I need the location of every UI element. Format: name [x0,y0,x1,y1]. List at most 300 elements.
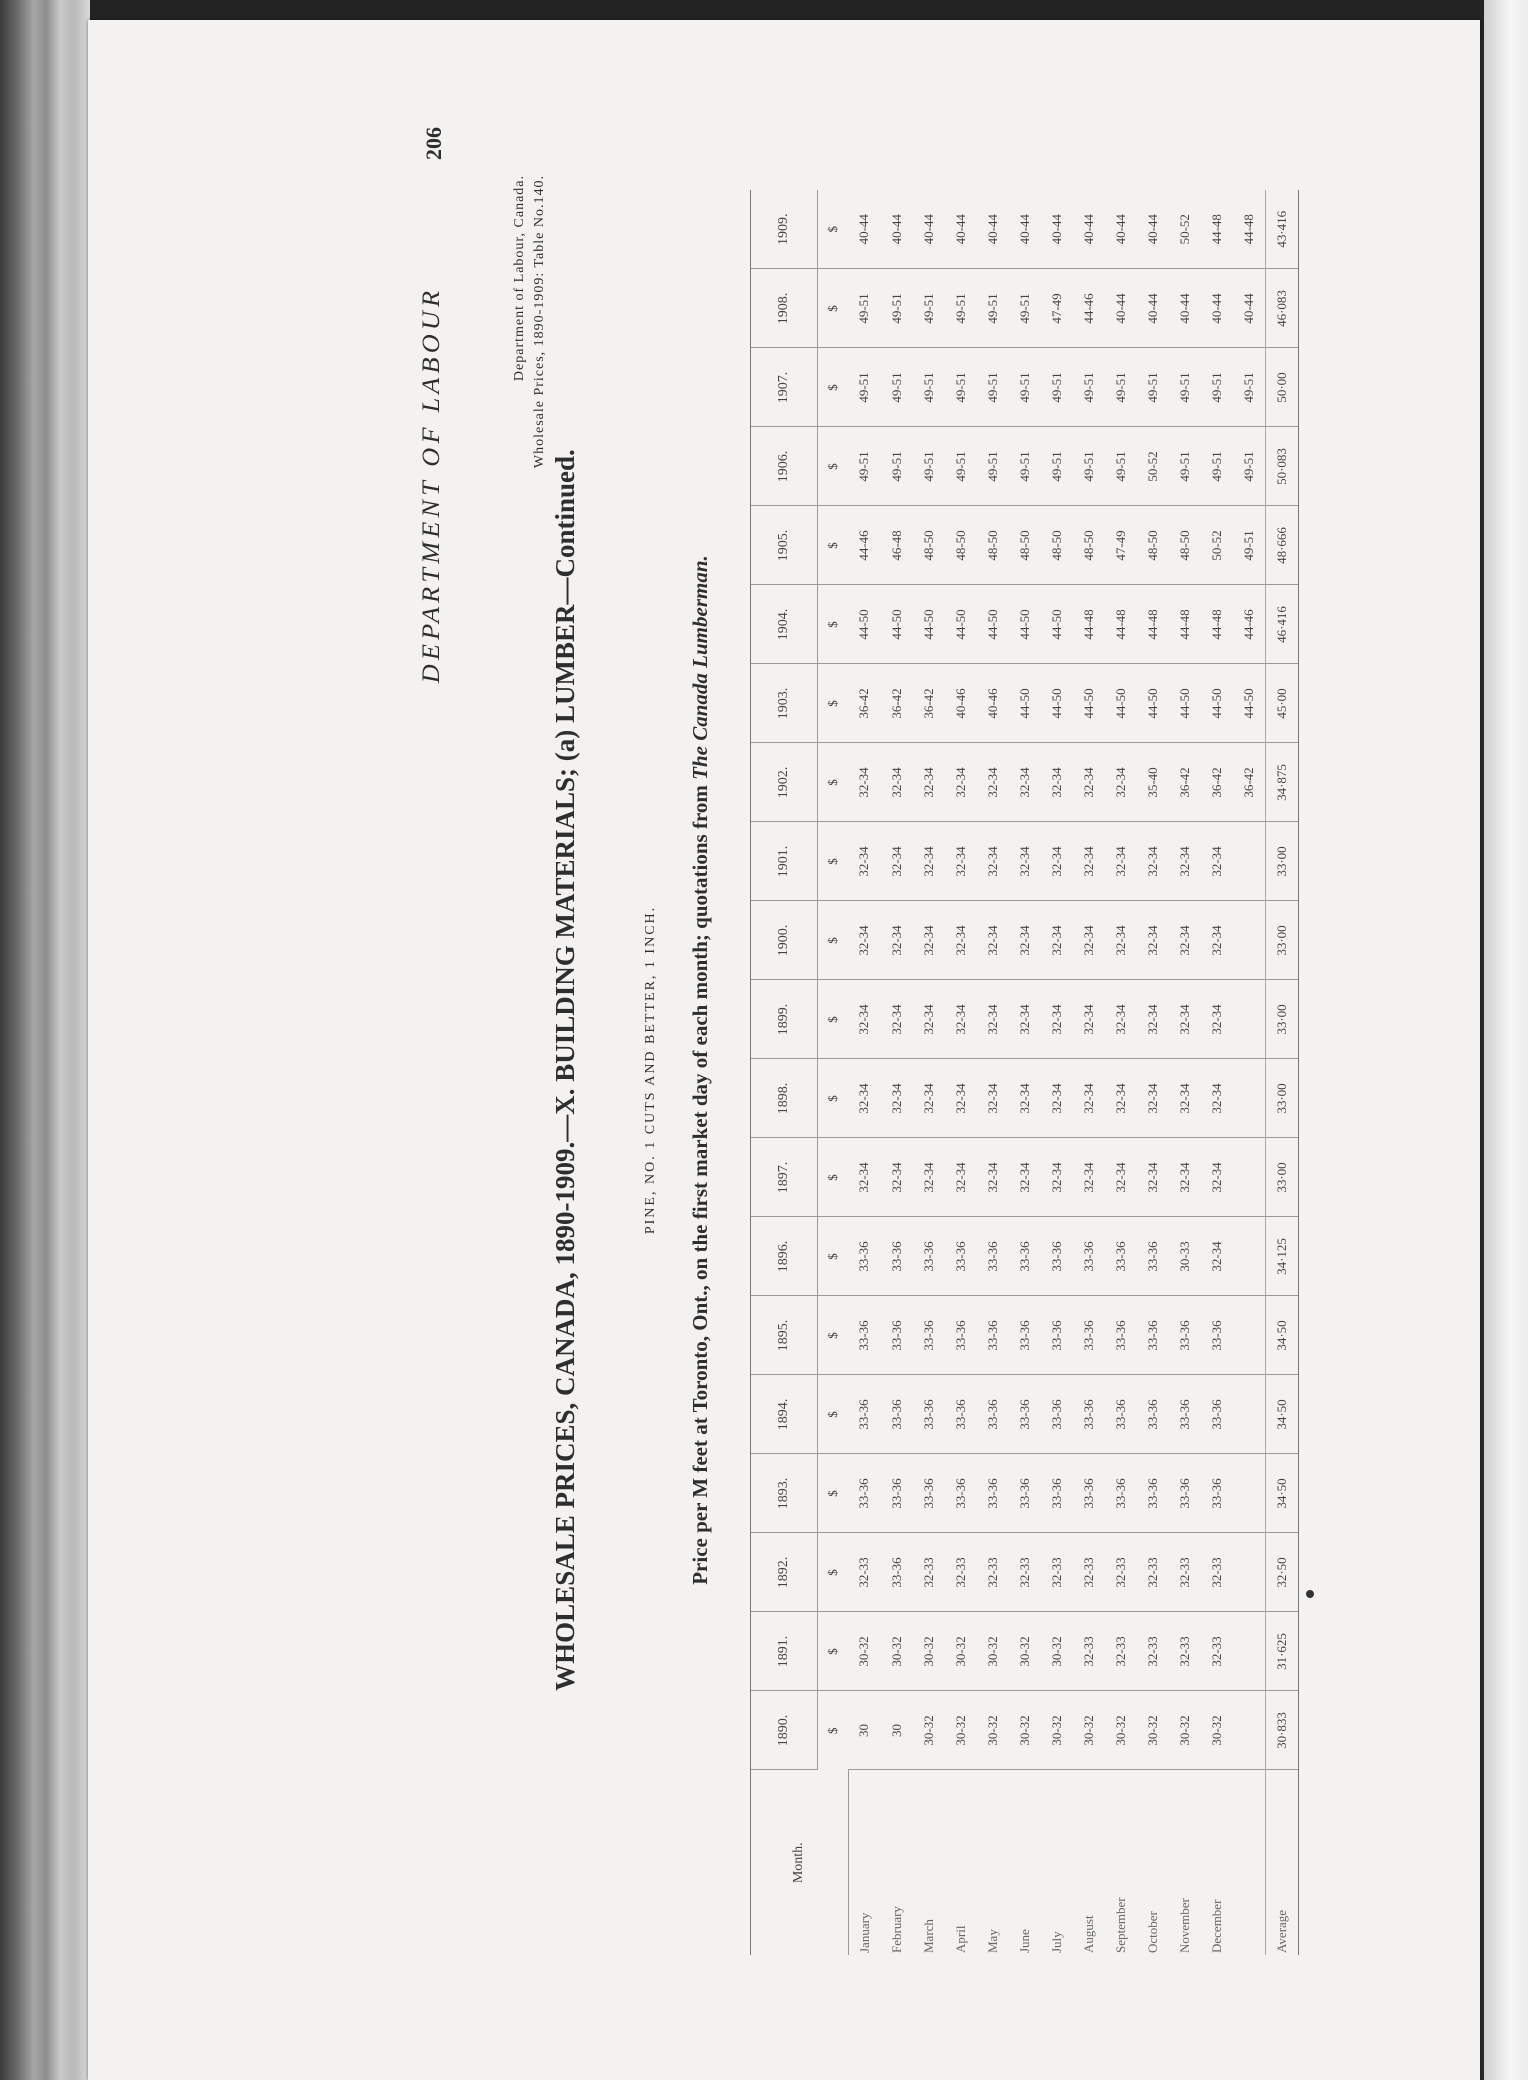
price-cell: 33-36 [977,1217,1009,1296]
year-header: 1900. [751,901,818,980]
book-page-edges [0,0,90,2080]
price-cell: 33·00 [1265,1059,1298,1138]
year-header: 1908. [751,269,818,348]
price-cell: 32-34 [848,822,881,901]
price-cell: 49-51 [1009,427,1041,506]
price-cell: 32-33 [1137,1533,1169,1612]
price-cell: 40-44 [945,190,977,269]
price-cell: 33-36 [881,1375,913,1454]
month-label: May [984,1929,1000,1953]
currency-symbol: $ [818,269,849,348]
price-cell: 33-36 [1137,1217,1169,1296]
price-cell: 32-33 [977,1533,1009,1612]
price-cell: 34·875 [1265,743,1298,822]
price-cell: 40-44 [1233,269,1266,348]
price-cell: 32-34 [977,1138,1009,1217]
year-header: 1897. [751,1138,818,1217]
month-label: December [1208,1899,1224,1953]
price-cell: 32-34 [1009,901,1041,980]
price-cell: 50-52 [1169,190,1201,269]
price-cell: 44-50 [977,585,1009,664]
price-cell: 34·125 [1265,1217,1298,1296]
currency-symbol: $ [818,585,849,664]
price-cell: 32-34 [1073,822,1105,901]
month-label: April [952,1925,968,1953]
price-cell: 32-34 [1105,980,1137,1059]
price-cell: 49-51 [1233,506,1266,585]
price-cell: 32-34 [1169,1138,1201,1217]
price-cell [1233,822,1266,901]
price-cell: 44-50 [1009,664,1041,743]
price-cell: 32-33 [1201,1533,1233,1612]
year-header: 1891. [751,1612,818,1691]
price-cell: 33-36 [913,1454,945,1533]
price-cell: 50-52 [1137,427,1169,506]
year-header: 1893. [751,1454,818,1533]
price-cell [1233,1533,1266,1612]
price-cell: 32-33 [1009,1533,1041,1612]
price-cell: 49-51 [977,427,1009,506]
price-cell: 30-32 [913,1691,945,1770]
price-cell: 33-36 [1041,1217,1073,1296]
price-cell: 48-50 [1137,506,1169,585]
price-cell: 40-44 [1041,190,1073,269]
price-cell: 32-34 [1201,1217,1233,1296]
price-cell: 33-36 [977,1375,1009,1454]
price-cell: 46-48 [881,506,913,585]
currency-symbol: $ [818,822,849,901]
price-cell: 33-36 [913,1296,945,1375]
year-header: 1892. [751,1533,818,1612]
price-cell: 32-34 [1105,1138,1137,1217]
year-header: 1907. [751,348,818,427]
price-cell: 32-34 [881,901,913,980]
price-cell: 32-34 [1009,1059,1041,1138]
table-row [945,190,977,1955]
price-cell: 32-33 [1073,1533,1105,1612]
year-header: 1890. [751,1691,818,1770]
price-cell: 32-34 [1041,980,1073,1059]
price-cell: 40-46 [977,664,1009,743]
price-cell: 33-36 [881,1533,913,1612]
price-cell: 49-51 [881,348,913,427]
price-cell: 36-42 [913,664,945,743]
month-label: October [1144,1911,1160,1953]
price-cell: 32-34 [1137,1138,1169,1217]
price-cell: 30 [881,1691,913,1770]
price-cell: 30-32 [977,1612,1009,1691]
price-cell: 33-36 [1073,1454,1105,1533]
price-cell: 46·083 [1265,269,1298,348]
price-cell: 33·00 [1265,980,1298,1059]
price-cell: 32-34 [881,1138,913,1217]
price-cell: 32-34 [1041,1138,1073,1217]
price-cell: 32-34 [977,822,1009,901]
price-cell: 49-51 [848,427,881,506]
price-cell: 44-46 [1073,269,1105,348]
price-cell: 33-36 [1073,1296,1105,1375]
description-source: The Canada Lumberman. [688,555,712,780]
price-cell: 30·833 [1265,1691,1298,1770]
price-cell: 44-50 [1105,664,1137,743]
price-cell: 32-34 [1137,980,1169,1059]
price-cell [1233,980,1266,1059]
price-cell: 33-36 [848,1375,881,1454]
price-cell: 33-36 [977,1296,1009,1375]
table-row [1233,190,1266,1955]
price-cell: 30-32 [1201,1691,1233,1770]
price-cell: 36-42 [1233,743,1266,822]
price-cell: 32-34 [945,822,977,901]
month-label: November [1176,1898,1192,1953]
price-cell: 44-46 [848,506,881,585]
price-cell: 49-51 [848,348,881,427]
price-cell: 49-51 [1137,348,1169,427]
price-cell: 33-36 [1105,1454,1137,1533]
price-cell: 32-33 [1105,1533,1137,1612]
price-cell: 40-44 [1105,190,1137,269]
price-cell: 50·00 [1265,348,1298,427]
price-cell: 49-51 [1009,269,1041,348]
price-cell: 34·50 [1265,1296,1298,1375]
price-cell: 44-48 [1201,190,1233,269]
price-cell: 30-32 [848,1612,881,1691]
department-reference [510,175,550,775]
price-cell: 32-34 [1105,901,1137,980]
price-cell: 33-36 [848,1296,881,1375]
price-cell: 44-50 [1041,585,1073,664]
price-cell: 49-51 [1169,348,1201,427]
price-cell: 45·00 [1265,664,1298,743]
price-cell: 49-51 [1009,348,1041,427]
price-cell: 44-50 [848,585,881,664]
price-cell: 32-34 [1073,1138,1105,1217]
price-cell: 43·416 [1265,190,1298,269]
currency-symbol: $ [818,1217,849,1296]
price-cell: 32-34 [848,1138,881,1217]
price-cell: 32-34 [881,1059,913,1138]
year-header: 1903. [751,664,818,743]
rotated-content [418,127,1528,1975]
price-cell: 32-34 [945,743,977,822]
currency-symbol: $ [818,1138,849,1217]
price-cell: 48·666 [1265,506,1298,585]
currency-symbol: $ [818,901,849,980]
price-cell: 32-34 [1009,743,1041,822]
year-header: 1894. [751,1375,818,1454]
price-cell: 33-36 [1105,1296,1137,1375]
month-label: February [888,1906,904,1953]
price-cell: 30-32 [1009,1612,1041,1691]
price-cell [1233,901,1266,980]
price-cell: 44-50 [945,585,977,664]
price-cell: 33-36 [1169,1454,1201,1533]
year-header: 1898. [751,1059,818,1138]
price-cell: 49-51 [848,269,881,348]
price-cell: 32-34 [1169,822,1201,901]
currency-symbol: $ [818,190,849,269]
price-cell: 49-51 [1073,427,1105,506]
currency-symbol: $ [818,348,849,427]
price-cell: 32-34 [913,901,945,980]
price-cell: 33-36 [945,1375,977,1454]
price-cell: 49-51 [1233,348,1266,427]
table-title: WHOLESALE PRICES, CANADA, 1890-1909.—X. BUILDING MATERIALS; (a) LUMBER—Continued. [550,449,580,1691]
price-cell: 44-48 [1137,585,1169,664]
table-description [688,165,713,1975]
price-cell: 50·083 [1265,427,1298,506]
price-cell: 33-36 [945,1217,977,1296]
price-cell: 33-36 [1201,1296,1233,1375]
price-cell: 40-44 [1009,190,1041,269]
price-cell: 32-34 [945,1138,977,1217]
description-text: Price per M feet at Toronto, Ont., on the first market day of each month; quotations from [688,785,712,1585]
book-page [88,20,1480,2080]
month-label: August [1080,1915,1096,1953]
price-cell: 30-32 [1041,1691,1073,1770]
price-cell: 33-36 [881,1454,913,1533]
price-cell: 33-36 [913,1375,945,1454]
price-cell: 32-33 [1073,1612,1105,1691]
price-cell: 33-36 [1137,1375,1169,1454]
price-cell: 33-36 [1041,1296,1073,1375]
table-row [913,190,945,1955]
price-cell: 33·00 [1265,1138,1298,1217]
price-cell: 30-32 [945,1691,977,1770]
price-cell: 36-42 [881,664,913,743]
price-cell: 30-32 [1137,1691,1169,1770]
price-cell: 32-33 [1137,1612,1169,1691]
price-cell: 34·50 [1265,1454,1298,1533]
price-cell: 40-44 [1105,269,1137,348]
price-cell: 49-51 [945,427,977,506]
price-cell: 33-36 [1009,1296,1041,1375]
price-cell: 32-34 [913,743,945,822]
table-row [1009,190,1041,1955]
currency-symbol: $ [818,506,849,585]
price-cell: 34·50 [1265,1375,1298,1454]
price-cell: 32-34 [1041,901,1073,980]
price-cell: 32-34 [848,980,881,1059]
price-cell: 48-50 [945,506,977,585]
price-cell: 33-36 [1137,1454,1169,1533]
price-cell: 32-34 [1041,822,1073,901]
price-cell: 49-51 [945,269,977,348]
price-cell: 40-44 [1137,269,1169,348]
year-header: 1896. [751,1217,818,1296]
price-cell [1233,1296,1266,1375]
price-cell: 32-34 [977,901,1009,980]
price-cell: 44-48 [1233,190,1266,269]
currency-row [818,190,849,1955]
stray-mark [1306,1590,1314,1598]
price-cell: 49-51 [1105,427,1137,506]
department-reference-line1: Department of Labour, Canada. [512,175,527,382]
month-column-header: Month. [751,1770,849,1955]
price-cell: 49-51 [977,269,1009,348]
currency-symbol: $ [818,1296,849,1375]
price-cell: 33-36 [1201,1375,1233,1454]
price-cell: 33-36 [1041,1454,1073,1533]
price-cell [1233,1691,1266,1770]
month-label: September [1112,1897,1128,1953]
currency-symbol: $ [818,427,849,506]
price-cell: 44-50 [881,585,913,664]
price-cell: 44-50 [1073,664,1105,743]
price-cell: 33-36 [881,1217,913,1296]
price-cell: 32-34 [1073,901,1105,980]
price-cell: 32-34 [913,1059,945,1138]
price-cell: 44-50 [913,585,945,664]
price-cell: 32-34 [1073,980,1105,1059]
price-cell: 30-32 [881,1612,913,1691]
price-cell: 36-42 [848,664,881,743]
price-cell: 44-50 [1041,664,1073,743]
price-cell: 33-36 [848,1217,881,1296]
price-cell: 33-36 [1073,1217,1105,1296]
price-cell: 44-48 [1073,585,1105,664]
table-row [977,190,1009,1955]
price-cell: 32-33 [913,1533,945,1612]
price-cell: 33·00 [1265,901,1298,980]
price-cell: 48-50 [1041,506,1073,585]
table-row [1201,190,1233,1955]
price-cell [1233,1375,1266,1454]
price-cell: 49-51 [913,348,945,427]
price-cell: 36-42 [1169,743,1201,822]
price-cell: 47-49 [1105,506,1137,585]
price-cell: 32-34 [848,743,881,822]
price-cell: 33-36 [1201,1454,1233,1533]
price-cell: 32-34 [881,980,913,1059]
price-cell: 32-33 [1169,1612,1201,1691]
price-cell: 32-34 [1009,1138,1041,1217]
price-cell: 30-32 [1169,1691,1201,1770]
price-cell: 32-34 [1009,980,1041,1059]
price-cell: 49-51 [913,427,945,506]
currency-symbol: $ [818,743,849,822]
price-cell: 49-51 [1073,348,1105,427]
price-cell: 30-32 [1009,1691,1041,1770]
currency-symbol: $ [818,1059,849,1138]
price-cell: 30-32 [1073,1691,1105,1770]
year-header: 1909. [751,190,818,269]
price-cell: 32-34 [977,1059,1009,1138]
price-cell: 48-50 [913,506,945,585]
price-cell: 33-36 [1169,1296,1201,1375]
price-cell: 49-51 [881,427,913,506]
price-cell: 32-34 [881,743,913,822]
month-label: Average [1265,1770,1298,1955]
price-cell: 30-32 [1105,1691,1137,1770]
price-cell [1233,1059,1266,1138]
price-cell: 32-34 [945,901,977,980]
year-header: 1904. [751,585,818,664]
currency-symbol: $ [818,1612,849,1691]
price-cell: 40-44 [1073,190,1105,269]
year-header: 1895. [751,1296,818,1375]
price-cell: 32·50 [1265,1533,1298,1612]
currency-symbol: $ [818,980,849,1059]
price-cell: 49-51 [913,269,945,348]
price-cell: 32-34 [1137,1059,1169,1138]
year-header: 1905. [751,506,818,585]
price-cell: 32-33 [1105,1612,1137,1691]
price-cell: 32-34 [1073,743,1105,822]
price-cell: 48-50 [1009,506,1041,585]
price-cell: 33·00 [1265,822,1298,901]
average-row [1265,190,1298,1955]
price-cell: 32-33 [848,1533,881,1612]
price-table [750,190,1299,1955]
table-row [1137,190,1169,1955]
price-cell: 33-36 [1169,1375,1201,1454]
year-header: 1899. [751,980,818,1059]
price-cell [1233,1612,1266,1691]
price-cell: 48-50 [1169,506,1201,585]
price-cell: 32-34 [977,743,1009,822]
table-row [1105,190,1137,1955]
price-cell: 49-51 [881,269,913,348]
price-cell: 33-36 [1105,1217,1137,1296]
price-cell: 33-36 [1009,1375,1041,1454]
price-cell: 40-44 [881,190,913,269]
table-row [1169,190,1201,1955]
price-cell: 44-46 [1233,585,1266,664]
price-cell: 49-51 [1233,427,1266,506]
price-cell: 30-32 [913,1612,945,1691]
price-cell: 32-34 [1169,1059,1201,1138]
price-cell: 44-50 [1009,585,1041,664]
price-cell: 32-34 [1201,822,1233,901]
price-cell: 30-33 [1169,1217,1201,1296]
table-row [848,190,881,1955]
price-cell: 33-36 [1105,1375,1137,1454]
price-cell: 40-44 [977,190,1009,269]
price-cell: 33-36 [1009,1217,1041,1296]
page-number: 206 [421,127,446,160]
year-header: 1902. [751,743,818,822]
table-subtitle: PINE, NO. 1 CUTS AND BETTER, 1 INCH. [643,905,658,1235]
price-cell: 32-34 [848,1059,881,1138]
price-cell: 32-33 [1201,1612,1233,1691]
month-label [1233,1770,1266,1955]
price-cell: 44-50 [1201,664,1233,743]
price-cell: 33-36 [913,1217,945,1296]
currency-symbol: $ [818,1533,849,1612]
price-cell: 49-51 [1105,348,1137,427]
price-cell: 47-49 [1041,269,1073,348]
table-row [1073,190,1105,1955]
price-cell: 33-36 [1009,1454,1041,1533]
price-cell: 40-44 [913,190,945,269]
currency-symbol: $ [825,1727,840,1734]
price-cell: 32-33 [1169,1533,1201,1612]
year-header-row [751,190,818,1955]
price-cell: 32-34 [1041,743,1073,822]
price-cell: 32-34 [1201,1138,1233,1217]
table-row [881,190,913,1955]
price-cell [1233,1454,1266,1533]
price-cell: 32-34 [1169,980,1201,1059]
price-cell: 33-36 [848,1454,881,1533]
price-cell: 44-50 [1169,664,1201,743]
price-cell: 46·416 [1265,585,1298,664]
price-cell: 49-51 [1201,427,1233,506]
price-cell: 33-36 [977,1454,1009,1533]
table-row [1041,190,1073,1955]
year-header: 1901. [751,822,818,901]
